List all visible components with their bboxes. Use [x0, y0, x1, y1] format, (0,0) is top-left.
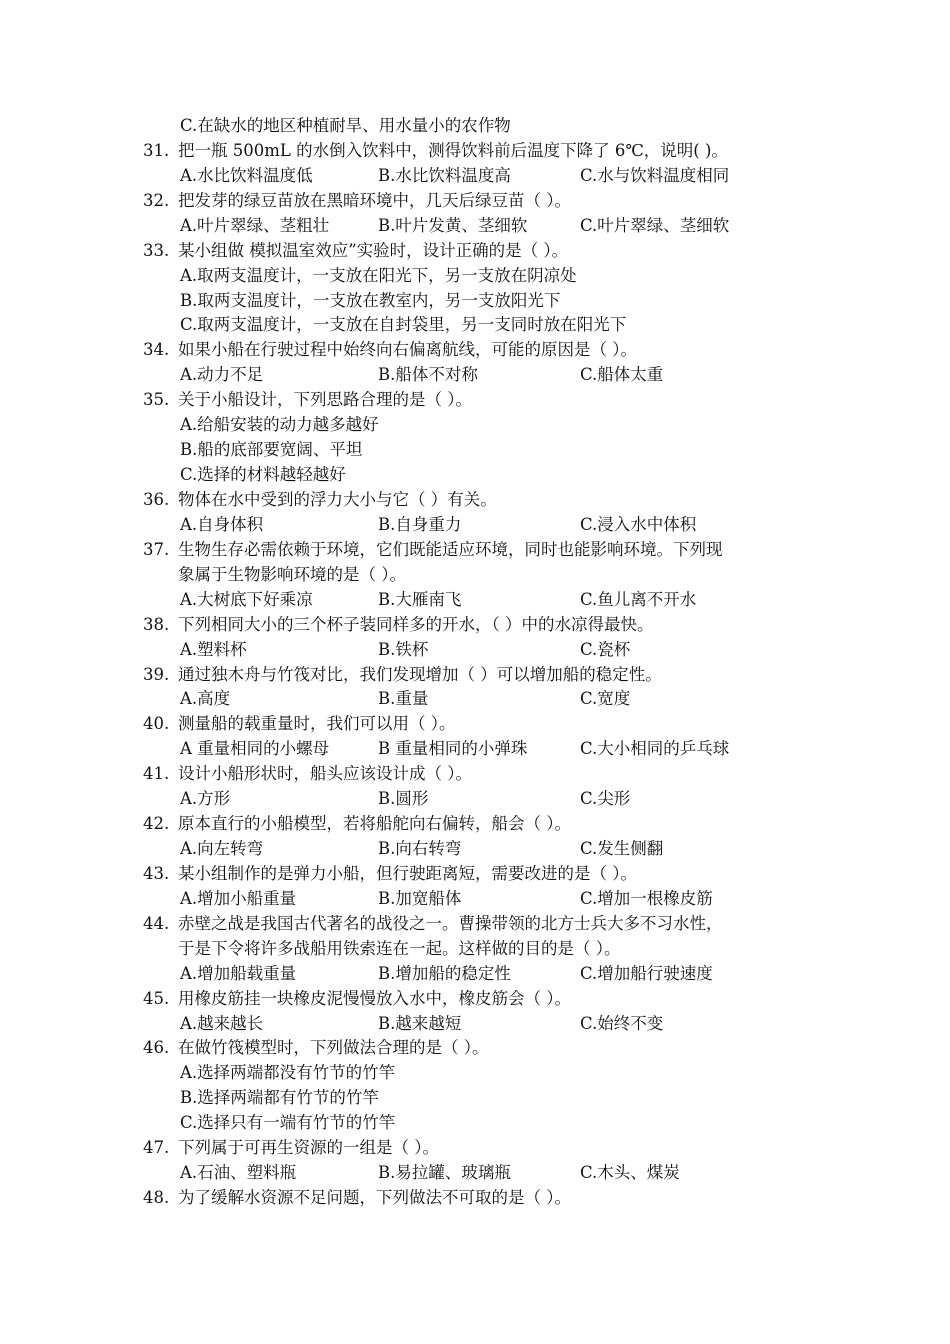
option-c: C.叶片翠绿、茎细软	[580, 215, 730, 235]
question-number: 37.	[143, 539, 170, 559]
question-number: 31.	[143, 140, 170, 160]
option-row	[0, 886, 950, 911]
option-a: A.向左转弯	[180, 839, 264, 858]
option-line	[0, 263, 950, 288]
option-b: B.船体不对称	[378, 365, 478, 385]
question-number: 39.	[143, 664, 170, 684]
option-a: A.自身体积	[180, 514, 264, 534]
option-row	[0, 736, 950, 761]
option-text: B.船的底部要宽阔、平坦	[180, 440, 363, 460]
option-c: C.宽度	[580, 689, 631, 709]
option-row	[0, 213, 950, 238]
option-line	[0, 462, 950, 487]
option-line	[0, 113, 950, 138]
question-number: 38.	[143, 614, 170, 634]
option-text: C.取两支温度计，一支放在自封袋里，另一支同时放在阳光下	[180, 315, 627, 335]
question-line	[0, 612, 950, 637]
question-line	[0, 986, 950, 1011]
option-a: A.石油、塑料瓶	[180, 1163, 297, 1183]
option-text: C.选择的材料越轻越好	[180, 465, 346, 484]
option-a: A.越来越长	[180, 1013, 264, 1033]
option-b: B.重量	[378, 689, 429, 709]
option-b: B.易拉罐、玻璃瓶	[378, 1163, 511, 1183]
option-row	[0, 686, 950, 711]
question-number: 43.	[143, 863, 170, 883]
option-a: A.高度	[180, 689, 231, 709]
question-line	[0, 138, 950, 163]
option-b: B.叶片发黄、茎细软	[378, 215, 528, 235]
question-text: 物体在水中受到的浮力大小与它（ ）有关。	[178, 489, 497, 509]
option-c: C.木头、煤炭	[580, 1163, 680, 1183]
option-b: B.越来越短	[378, 1013, 462, 1033]
option-line	[0, 1085, 950, 1110]
option-a: A 重量相同的小螺母	[180, 739, 330, 759]
question-text: 把一瓶 500mL 的水倒入饮料中，测得饮料前后温度下降了 6℃，说明( )。	[178, 140, 728, 160]
question-number: 32.	[143, 190, 170, 210]
question-text: 在做竹筏模型时，下列做法合理的是（ ）。	[178, 1038, 489, 1058]
option-b: B.加宽船体	[378, 888, 462, 908]
option-c: C.始终不变	[580, 1013, 664, 1033]
question-line	[0, 537, 950, 562]
question-text: 用橡皮筋挂一块橡皮泥慢慢放入水中，橡皮筋会（ ）。	[178, 988, 571, 1008]
option-c: C.尖形	[580, 789, 631, 809]
question-text: 设计小船形状时，船头应该设计成（ ）。	[178, 764, 472, 784]
question-text: 原本直行的小船模型，若将船舵向右偏转，船会（ ）。	[178, 814, 571, 833]
option-line	[0, 1060, 950, 1085]
question-number: 44.	[143, 913, 170, 933]
option-c: C.增加船行驶速度	[580, 963, 713, 983]
option-b: B.铁杯	[378, 639, 429, 659]
option-row	[0, 512, 950, 537]
option-a: A.叶片翠绿、茎粗壮	[180, 215, 330, 235]
question-number: 34.	[143, 340, 170, 360]
option-line	[0, 437, 950, 462]
option-c: C.增加一根橡皮筋	[580, 888, 713, 908]
question-line	[0, 387, 950, 412]
option-text: A.选择两端都没有竹节的竹竿	[180, 1063, 396, 1083]
question-line	[0, 1035, 950, 1060]
option-c: C.大小相同的乒乓球	[580, 739, 730, 759]
question-number: 45.	[143, 988, 170, 1008]
option-b: B.自身重力	[378, 514, 462, 534]
option-c: C.船体太重	[580, 365, 664, 385]
question-text: 某小组做 模拟温室效应”实验时，设计正确的是（ ）。	[178, 240, 569, 260]
option-a: A.增加船载重量	[180, 963, 297, 983]
question-number: 36.	[143, 489, 170, 509]
option-a: A.方形	[180, 789, 231, 809]
question-line	[0, 711, 950, 736]
option-line	[0, 1110, 950, 1135]
option-b: B.向右转弯	[378, 839, 462, 858]
question-text: 通过独木舟与竹筏对比，我们发现增加（ ）可以增加船的稳定性。	[178, 664, 662, 684]
option-c: C.鱼儿离不开水	[580, 589, 697, 609]
option-text: A.给船安装的动力越多越好	[180, 415, 379, 435]
option-row	[0, 786, 950, 811]
question-text: 把发芽的绿豆苗放在黑暗环境中，几天后绿豆苗（ ）。	[178, 190, 571, 210]
option-line	[0, 288, 950, 313]
option-row	[0, 836, 950, 861]
option-line	[0, 412, 950, 437]
option-b: B 重量相同的小弹珠	[378, 739, 528, 759]
option-a: A.增加小船重量	[180, 888, 297, 908]
question-continuation	[0, 936, 950, 961]
question-number: 40.	[143, 714, 170, 734]
question-line	[0, 188, 950, 213]
question-text: 于是下令将许多战船用铁索连在一起。这样做的目的是（ ）。	[178, 938, 621, 958]
option-row	[0, 163, 950, 188]
option-text: B.选择两端都有竹节的竹竿	[180, 1088, 379, 1108]
question-text: 如果小船在行驶过程中始终向右偏离航线，可能的原因是（ ）。	[178, 340, 637, 360]
option-row	[0, 1160, 950, 1185]
question-line	[0, 911, 950, 936]
option-b: B.圆形	[378, 789, 429, 809]
question-line	[0, 761, 950, 786]
question-line	[0, 811, 950, 836]
option-c: C.浸入水中体积	[580, 514, 697, 534]
option-b: B.水比饮料温度高	[378, 165, 511, 185]
question-number: 46.	[143, 1038, 170, 1058]
question-line	[0, 1135, 950, 1160]
question-text: 关于小船设计，下列思路合理的是（ ）。	[178, 390, 472, 410]
question-number: 48.	[143, 1188, 170, 1207]
option-line	[0, 312, 950, 337]
question-text: 赤壁之战是我国古代著名的战役之一。曹操带领的北方士兵大多不习水性，	[178, 913, 723, 933]
option-row	[0, 1011, 950, 1036]
option-text: C.在缺水的地区种植耐旱、用水量小的农作物	[180, 116, 511, 135]
question-continuation	[0, 562, 950, 587]
question-text: 下列相同大小的三个杯子装同样多的开水，（ ）中的水凉得最快。	[178, 614, 654, 634]
question-line	[0, 861, 950, 886]
question-text: 某小组制作的是弹力小船，但行驶距离短，需要改进的是（ ）。	[178, 863, 637, 883]
question-number: 42.	[143, 814, 170, 833]
option-a: A.大树底下好乘凉	[180, 589, 313, 609]
option-a: A.水比饮料温度低	[180, 165, 313, 185]
option-row	[0, 637, 950, 662]
option-c: C.发生侧翻	[580, 839, 664, 858]
option-row	[0, 961, 950, 986]
question-text: 象属于生物影响环境的是（ ）。	[178, 564, 406, 584]
option-b: B.增加船的稳定性	[378, 963, 511, 983]
question-text: 生物生存必需依赖于环境，它们既能适应环境，同时也能影响环境。下列现	[178, 539, 723, 559]
question-line	[0, 1185, 950, 1210]
option-text: A.取两支温度计，一支放在阳光下，另一支放在阴凉处	[180, 265, 577, 285]
question-line	[0, 337, 950, 362]
question-text: 下列属于可再生资源的一组是（ ）。	[178, 1138, 439, 1158]
question-number: 47.	[143, 1138, 170, 1158]
option-c: C.水与饮料温度相同	[580, 165, 730, 185]
question-number: 33.	[143, 240, 170, 260]
option-c: C.瓷杯	[580, 639, 631, 659]
question-line	[0, 238, 950, 263]
question-number: 41.	[143, 764, 170, 784]
question-number: 35.	[143, 390, 170, 410]
question-text: 为了缓解水资源不足问题，下列做法不可取的是（ ）。	[178, 1188, 571, 1207]
option-text: B.取两支温度计，一支放在教室内，另一支放阳光下	[180, 290, 561, 310]
option-text: C.选择只有一端有竹节的竹竿	[180, 1113, 396, 1133]
option-row	[0, 587, 950, 612]
option-b: B.大雁南飞	[378, 589, 462, 609]
option-a: A.动力不足	[180, 365, 264, 385]
option-row	[0, 362, 950, 387]
question-text: 测量船的载重量时，我们可以用（ ）。	[178, 714, 456, 734]
option-a: A.塑料杯	[180, 639, 247, 659]
question-line	[0, 662, 950, 687]
question-line	[0, 487, 950, 512]
